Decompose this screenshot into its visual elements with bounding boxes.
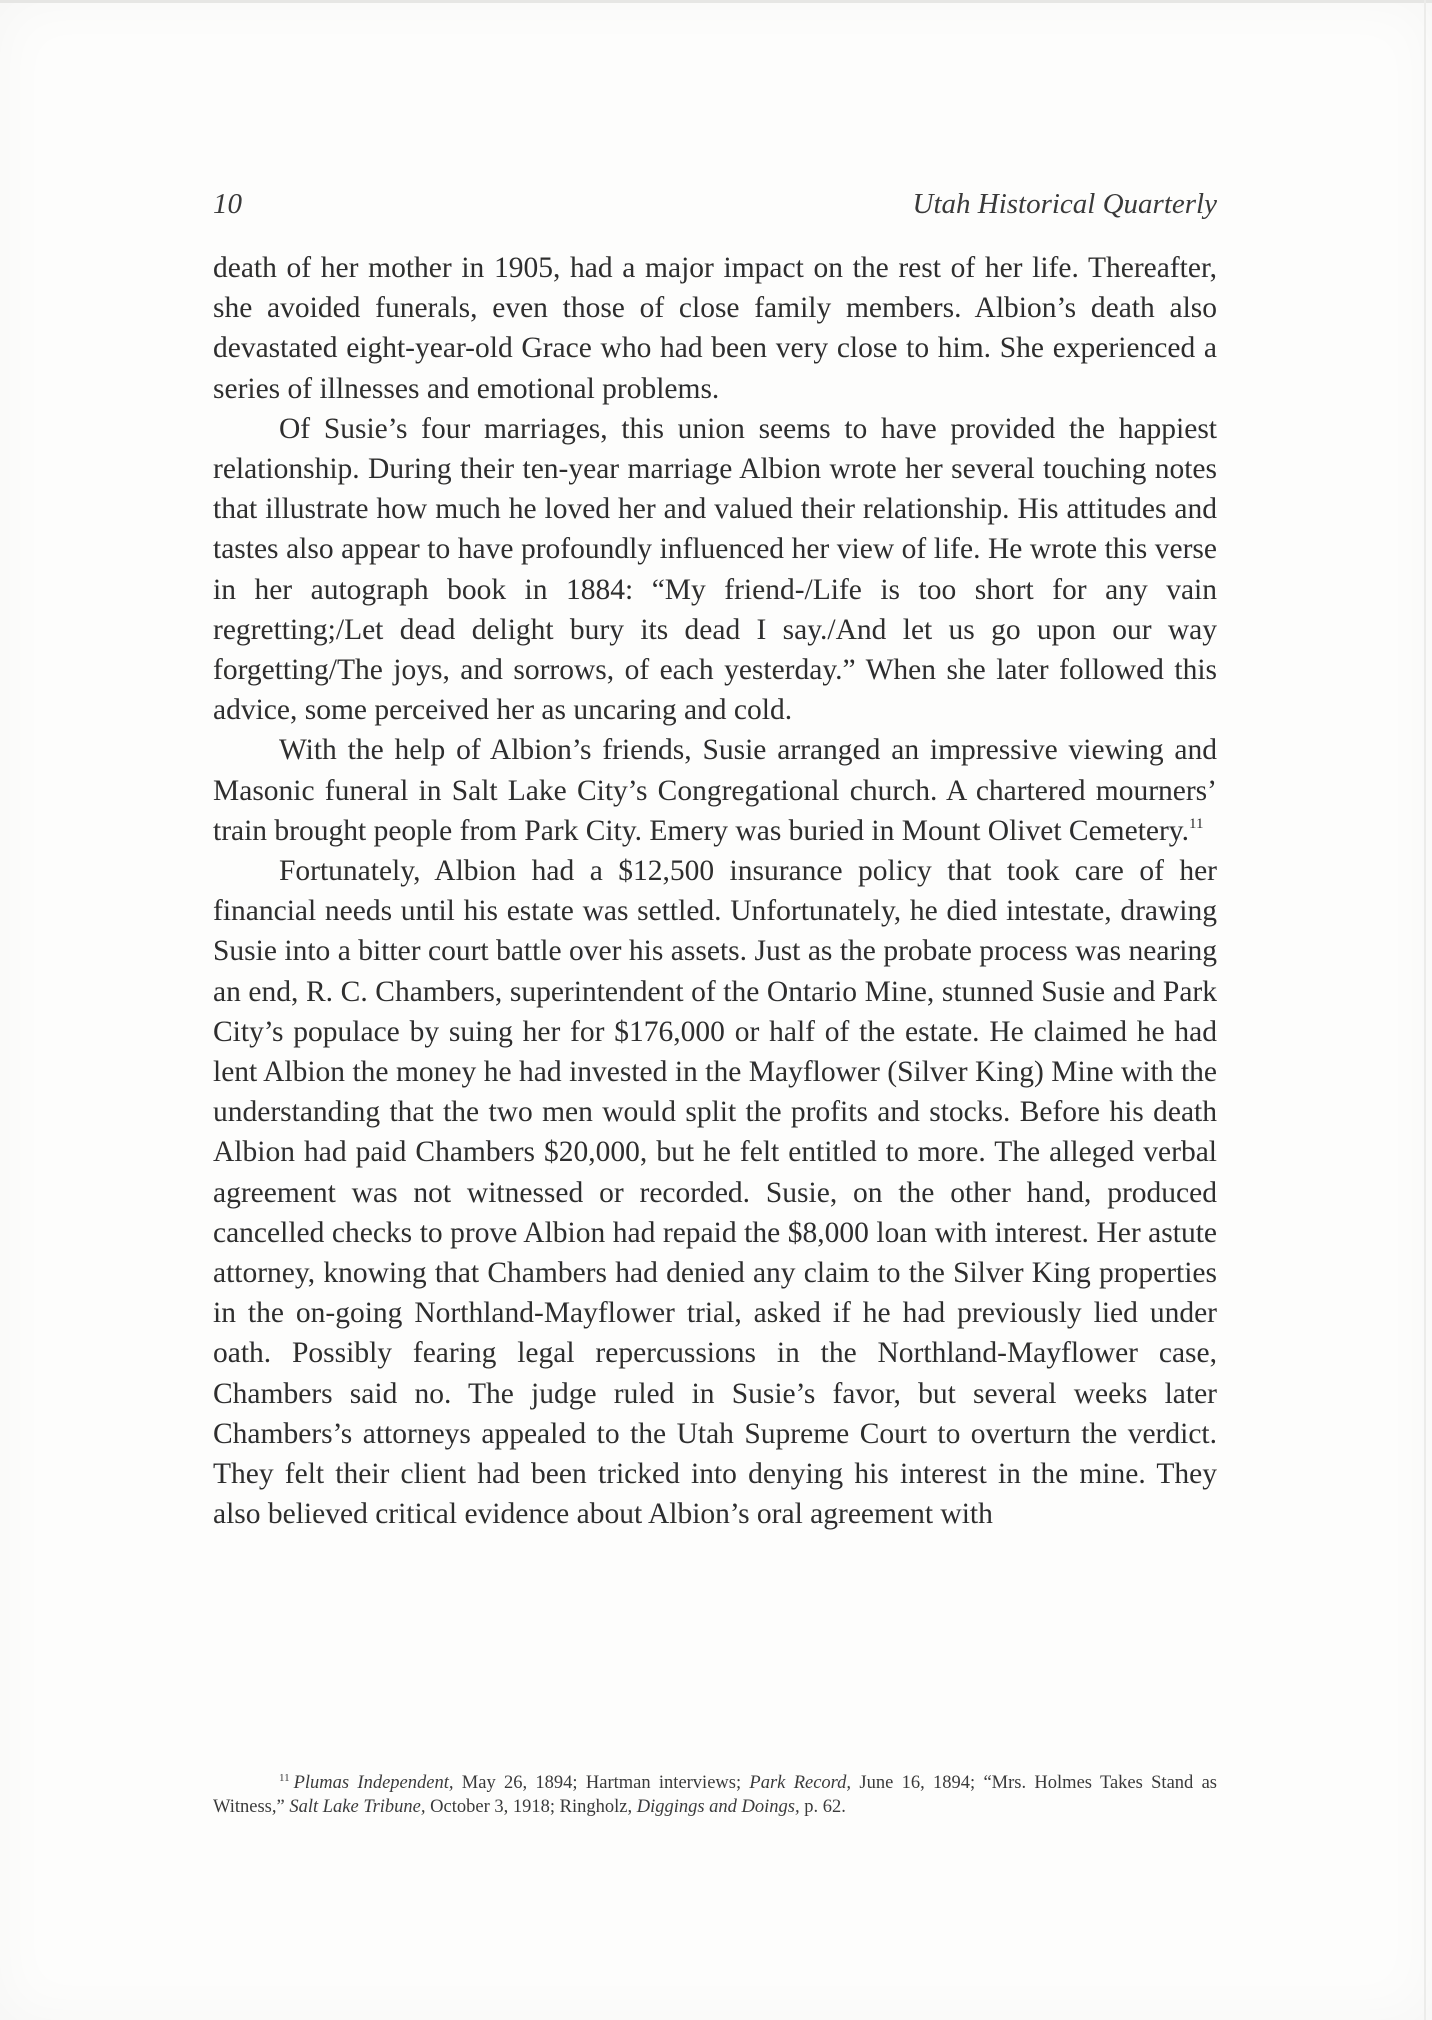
footnote-source-park-record: Park Record, bbox=[749, 1773, 852, 1793]
page-right-edge bbox=[1424, 0, 1426, 2020]
page-top-edge bbox=[0, 0, 1432, 3]
footnote-text-4: p. 62. bbox=[799, 1797, 846, 1817]
footnote-text-1: May 26, 1894; Hartman interviews; bbox=[453, 1773, 750, 1793]
paragraph-3-text: With the help of Albion’s friends, Susie arranged an impressive viewing and Masonic funeral in Salt Lake City’s Congregational church. A chartered mourners’ train brought people from Park City. Emery was buried in Mount Olivet Cemetery. bbox=[213, 734, 1217, 847]
paragraph-3 bbox=[213, 730, 1217, 851]
footnote-source-plumas: Plumas Independent, bbox=[293, 1773, 454, 1793]
footnote-number: 11 bbox=[279, 1772, 290, 1784]
paragraph-4: Fortunately, Albion had a $12,500 insurance policy that took care of her financial needs until his estate was settled. Unfortunately, he died intestate, drawing Susie into a bitter court battle over his assets. Just as the probate process was nearing an end, R. C. Chambers, superintendent of the Ontario Mine, stunned Susie and Park City’s populace by suing her for $176,000 or half of the estate. He claimed he had lent Albion the money he had invested in the Mayflower (Silver King) Mine with the understanding that the two men would split the profits and stocks. Before his death Albion had paid Chambers $20,000, but he felt entitled to more. The alleged verbal agreement was not witnessed or recorded. Susie, on the other hand, produced cancelled checks to prove Albion had repaid the $8,000 loan with interest. Her astute attorney, knowing that Chambers had denied any claim to the Silver King properties in the on-going Northland-Mayflower trial, asked if he had previously lied under oath. Possibly fearing legal repercussions in the Northland-Mayflower case, Chambers said no. The judge ruled in Susie’s favor, but several weeks later Chambers’s attorneys appealed to the Utah Supreme Court to overturn the verdict. They felt their client had been tricked into denying his interest in the mine. They also believed critical evidence about Albion’s oral agreement with bbox=[213, 855, 1217, 1531]
running-head bbox=[213, 188, 1217, 228]
footnote-text-2: June 16, 1894; “Mrs. Holmes Takes Stand as Witness,” bbox=[213, 1773, 1217, 1817]
footnote-source-tribune: Salt Lake Tribune, bbox=[289, 1797, 426, 1817]
body-text bbox=[213, 248, 1217, 1535]
footnote-text-3: October 3, 1918; Ringholz, bbox=[425, 1797, 637, 1817]
page-number: 10 bbox=[213, 188, 242, 220]
journal-title: Utah Historical Quarterly bbox=[912, 188, 1217, 220]
paragraph-1: death of her mother in 1905, had a major impact on the rest of her life. Thereafter, she avoided funerals, even those of close family members. Albion’s death also devastated eight-year-old Grace who had been very close to him. She experienced a series of illnesses and emotional problems. bbox=[213, 252, 1217, 405]
footnote bbox=[213, 1766, 1217, 1819]
paragraph-2: Of Susie’s four marriages, this union seems to have provided the happiest relationship. During their ten-year marriage Albion wrote her several touching notes that illustrate how much he loved her and valued their relationship. His attitudes and tastes also appear to have profoundly influenced her view of life. He wrote this verse in her autograph book in 1884: “My friend-/Life is too short for any vain regretting;/Let dead delight bury its dead I say./And let us go upon our way forgetting/The joys, and sorrows, of each yesterday.” When she later followed this advice, some perceived her as uncaring and cold. bbox=[213, 412, 1217, 727]
footnote-reference[interactable]: 11 bbox=[1189, 815, 1204, 832]
footnote-source-diggings: Diggings and Doings, bbox=[636, 1797, 800, 1817]
